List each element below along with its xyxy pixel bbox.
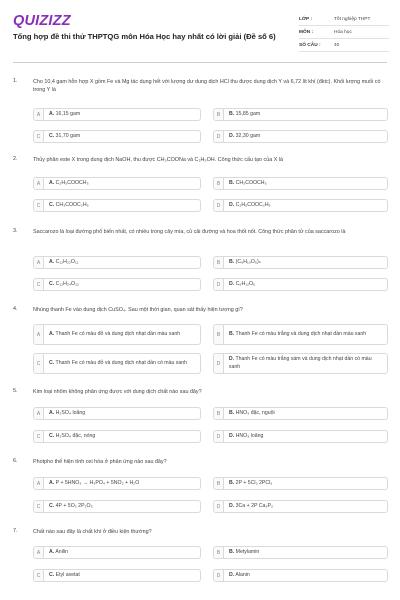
option-letter: A (34, 325, 44, 344)
page-title: Tổng hợp đề thi thử THPTQG môn Hóa Học hay nhất có lời giải (Đề số 6) (13, 32, 276, 41)
question-number: 1. (13, 78, 18, 84)
option-text: C. 31,70 gam (49, 132, 81, 139)
meta-value: Hóa học (334, 29, 352, 35)
meta-row-count (299, 39, 389, 52)
question-number: 3. (13, 228, 18, 234)
option-text: C. CH₃COOC₂H₅ (49, 201, 89, 208)
quizizz-logo: QUIZIZZ (13, 13, 71, 29)
option-text: B. (C₆H₁₀O₅)ₙ (229, 258, 261, 265)
option-text: C. C₁₂H₂₄O₁₂ (49, 280, 79, 287)
option-b[interactable] (213, 477, 388, 490)
option-text: A. H₂SO₄ loãng (49, 409, 86, 416)
option-b[interactable] (213, 546, 388, 559)
question-text: Cho 10,4 gam hỗn hợp X gồm Fe và Mg tác dụng hết với lượng dư dung dịch HCl thu được dung dịch Y và 6,72 lít khí (đktc). Khối lượng muối có trong Y là (33, 79, 381, 93)
question-text: Kim loại nhôm không phản ứng được với dung dịch chất nào sau đây? (33, 389, 202, 395)
option-letter: C (34, 200, 44, 211)
option-text: A. P + 5HNO₃ → H₃PO₄ + 5NO₂ + H₂O (49, 479, 140, 486)
option-d[interactable] (213, 569, 388, 582)
option-text: B. CH₃COOCH₃ (229, 179, 267, 186)
meta-row-subject (299, 26, 389, 39)
option-text: D. C₆H₁₂O₆ (229, 280, 256, 287)
option-text: A. Thanh Fe có màu đỏ và dung dịch nhạt dần màu xanh (49, 330, 181, 337)
question-number: 2. (13, 156, 18, 162)
option-letter: B (214, 178, 224, 189)
question-number: 7. (13, 528, 18, 534)
option-letter: D (214, 200, 224, 211)
option-text: C. H₂SO₄ đặc, nóng (49, 432, 96, 439)
option-d[interactable] (213, 130, 388, 143)
option-letter: A (34, 109, 44, 120)
option-a[interactable] (33, 546, 201, 559)
option-text: D. 32,30 gam (229, 132, 261, 139)
option-letter: B (214, 109, 224, 120)
option-text: B. 15,85 gam (229, 110, 261, 117)
question-text: Chất nào sau đây là chất khí ở điều kiện thường? (33, 529, 152, 535)
option-c[interactable] (33, 199, 201, 212)
meta-row-class (299, 13, 389, 26)
option-text: D. HNO₃ loãng (229, 432, 264, 439)
option-letter: A (34, 547, 44, 558)
option-letter: C (34, 501, 44, 512)
option-b[interactable] (213, 177, 388, 190)
meta-key: LỚP : (299, 16, 313, 22)
option-d[interactable] (213, 278, 388, 291)
option-text: D. Thanh Fe có màu trắng xám và dung dịch nhạt dần có màu xanh (228, 356, 372, 370)
option-b[interactable] (213, 324, 388, 345)
option-c[interactable] (33, 278, 201, 291)
option-letter: B (214, 257, 224, 268)
question-number: 4. (13, 306, 18, 312)
option-letter: D (214, 279, 224, 290)
option-text: A. 16,15 gam (49, 110, 81, 117)
option-text: A. C₂H₅COOCH₃ (49, 179, 89, 186)
option-a[interactable] (33, 108, 201, 121)
meta-key: SỐ CÂU : (299, 42, 321, 48)
option-text: B. Metylamin (229, 548, 260, 555)
option-text: B. 2P + 5Cl₂ 2PCl₅ (229, 479, 273, 486)
option-letter: A (34, 478, 44, 489)
option-letter: C (34, 131, 44, 142)
option-letter: B (214, 478, 224, 489)
header-divider (13, 62, 387, 63)
option-text: B. Thanh Fe có màu trắng và dung dịch nhạt dần màu xanh (229, 330, 367, 337)
option-d[interactable] (213, 500, 388, 513)
option-letter: A (34, 178, 44, 189)
option-a[interactable] (33, 256, 201, 269)
meta-key: MÔN : (299, 29, 314, 35)
option-letter: B (214, 547, 224, 558)
option-text: D. Alanin (229, 571, 250, 578)
question-number: 5. (13, 388, 18, 394)
question-text: Thủy phân este X trong dung dịch NaOH, thu được CH₃COONa và C₂H₅OH. Công thức cấu tạo của X là (33, 157, 284, 163)
option-d[interactable] (213, 353, 388, 374)
option-c[interactable] (33, 569, 201, 582)
option-letter: C (34, 354, 44, 373)
option-letter: C (34, 279, 44, 290)
option-text: A. C₁₂H₂₂O₁₁ (49, 258, 79, 265)
option-text: A. Anilin (49, 548, 69, 555)
option-text: B. HNO₃ đặc, nguội (229, 409, 275, 416)
option-b[interactable] (213, 108, 388, 121)
option-letter: D (214, 354, 224, 373)
option-text: D. C₂H₅COOC₂H₅ (229, 201, 271, 208)
option-d[interactable] (213, 199, 388, 212)
option-a[interactable] (33, 477, 201, 490)
meta-value: Tốt nghiệp THPT (334, 16, 371, 22)
option-b[interactable] (213, 256, 388, 269)
option-text: C. 4P + 5O₂ 2P₂O₅ (49, 502, 93, 509)
option-text: C. Etyl axetat (49, 571, 80, 578)
option-c[interactable] (33, 500, 201, 513)
option-a[interactable] (33, 407, 201, 420)
option-letter: C (34, 570, 44, 581)
option-letter: B (214, 408, 224, 419)
question-number: 6. (13, 458, 18, 464)
question-text: Photpho thể hiện tính oxi hóa ở phản ứng nào sau đây? (33, 459, 167, 465)
question-text: Saccarozo là loại đường phổ biến nhất, có nhiều trong cây mía, củ cải đường và hoa thốt nốt. Công thức phân tử của saccarozo là (33, 229, 346, 235)
option-letter: D (214, 131, 224, 142)
option-text: C. Thanh Fe có màu đỏ và dung dịch nhạt dần có màu xanh (49, 359, 188, 366)
meta-box (299, 13, 389, 52)
option-letter: A (34, 257, 44, 268)
option-a[interactable] (33, 324, 201, 345)
option-b[interactable] (213, 407, 388, 420)
option-c[interactable] (33, 430, 201, 443)
meta-value: 40 (334, 42, 340, 48)
option-letter: B (214, 325, 224, 344)
option-a[interactable] (33, 177, 201, 190)
option-c[interactable] (33, 353, 201, 374)
option-c[interactable] (33, 130, 201, 143)
question-text: Nhúng thanh Fe vào dung dịch CuSO₄. Sau một thời gian, quan sát thấy hiện tượng gì? (33, 307, 243, 313)
option-letter: A (34, 408, 44, 419)
option-text: D. 3Ca + 2P Ca₃P₂ (229, 502, 273, 509)
option-letter: D (214, 431, 224, 442)
option-letter: C (34, 431, 44, 442)
option-letter: D (214, 570, 224, 581)
option-d[interactable] (213, 430, 388, 443)
option-letter: D (214, 501, 224, 512)
